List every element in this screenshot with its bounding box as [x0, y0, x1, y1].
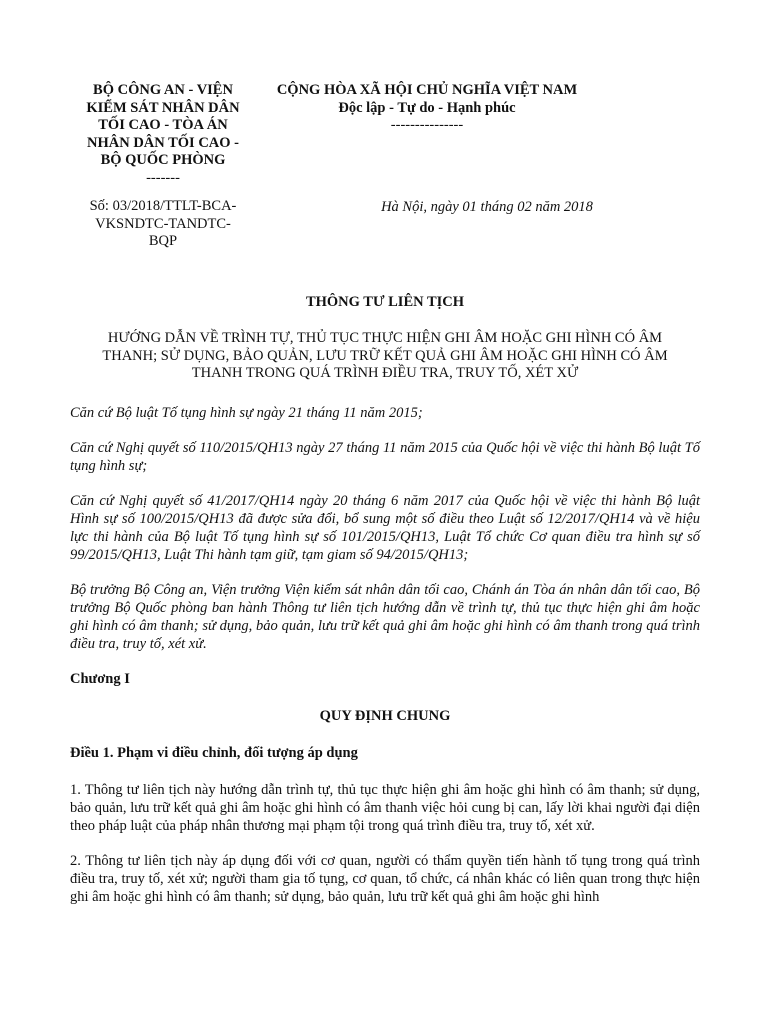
agency-line: KIỂM SÁT NHÂN DÂN: [86, 99, 240, 116]
legal-basis-paragraph: Căn cứ Nghị quyết số 41/2017/QH14 ngày 20 tháng 6 năm 2017 của Quốc hội về việc thi hành Bộ luật Hình sự số 100/2015/QH13 đã được sửa đổi, bổ sung một số điều theo Luật số 12/2017/QH14 và về hiệu lực thi hành của Bộ luật Tố tụng hình sự số 101/2015/QH13, Luật Tổ chức Cơ quan điều tra hình sự số 99/2015/QH13, Luật Thi hành tạm giữ, tạm giam số 94/2015/QH13;: [70, 493, 700, 563]
chapter-heading: Chương I: [70, 671, 130, 687]
issue-date: Hà Nội, ngày 01 tháng 02 năm 2018: [381, 199, 593, 215]
document-number: [66, 198, 260, 251]
agency-line: TỐI CAO - TÒA ÁN: [98, 117, 228, 133]
document-subject: [70, 330, 700, 383]
document-type: THÔNG TƯ LIÊN TỊCH: [305, 294, 465, 310]
legal-basis-paragraph: Bộ trưởng Bộ Công an, Viện trưởng Viện kiểm sát nhân dân tối cao, Chánh án Tòa án nhân dân tối cao, Bộ trưởng Bộ Quốc phòng ban hành Thông tư liên tịch hướng dẫn về trình tự, thủ tục thực hiện ghi âm hoặc ghi hình có âm thanh; sử dụng, bảo quản, lưu trữ kết quả ghi âm hoặc ghi hình có âm thanh trong quá trình điều tra, truy tố, xét xử.: [70, 582, 700, 652]
clause-paragraph: 2. Thông tư liên tịch này áp dụng đối với cơ quan, người có thẩm quyền tiến hành tố tụng trong quá trình điều tra, truy tố, xét xử; người tham gia tố tụng, cơ quan, tổ chức, cá nhân khác có liên quan trong thực hiện ghi âm hoặc ghi hình có âm thanh; sử dụng, bảo quản, lưu trữ kết quả ghi âm hoặc ghi hình: [70, 853, 700, 905]
agency-separator: -------: [146, 169, 180, 186]
national-header: [262, 82, 592, 135]
agency-line: NHÂN DÂN TỐI CAO -: [87, 134, 239, 151]
nation-title: CỘNG HÒA XÃ HỘI CHỦ NGHĨA VIỆT NAM: [276, 82, 578, 98]
motto-separator: ---------------: [390, 117, 464, 133]
agency-line: BỘ CÔNG AN - VIỆN: [93, 82, 233, 98]
chapter-title: QUY ĐỊNH CHUNG: [319, 708, 451, 724]
national-motto: Độc lập - Tự do - Hạnh phúc: [338, 99, 516, 116]
legal-basis-paragraph: Căn cứ Bộ luật Tố tụng hình sự ngày 21 tháng 11 năm 2015;: [70, 405, 423, 421]
agency-line: BỘ QUỐC PHÒNG: [100, 152, 226, 168]
subject-line: HƯỚNG DẪN VỀ TRÌNH TỰ, THỦ TỤC THỰC HIỆN GHI ÂM HOẶC GHI HÌNH CÓ ÂM: [107, 330, 663, 346]
document-number-line: VKSNDTC-TANDTC-: [95, 215, 231, 232]
document-number-line: Số: 03/2018/TTLT-BCA-: [89, 198, 237, 214]
subject-line: THANH TRONG QUÁ TRÌNH ĐIỀU TRA, TRUY TỐ, XÉT XỬ: [191, 365, 579, 381]
document-number-line: BQP: [148, 233, 178, 249]
document-body: [70, 404, 700, 923]
article-heading: Điều 1. Phạm vi điều chỉnh, đối tượng áp dụng: [70, 745, 358, 761]
clause-paragraph: 1. Thông tư liên tịch này hướng dẫn trình tự, thủ tục thực hiện ghi âm hoặc ghi hình có âm thanh; sử dụng, bảo quản, lưu trữ kết quả ghi âm hoặc ghi hình có âm thanh việc hỏi cung bị can, lấy lời khai người đại diện theo pháp luật của pháp nhân thương mại phạm tội trong quá trình điều tra, truy tố, xét xử.: [70, 782, 700, 834]
legal-basis-paragraph: Căn cứ Nghị quyết số 110/2015/QH13 ngày 27 tháng 11 năm 2015 của Quốc hội về việc thi hành Bộ luật Tố tụng hình sự;: [70, 440, 700, 474]
subject-line: THANH; SỬ DỤNG, BẢO QUẢN, LƯU TRỮ KẾT QUẢ GHI ÂM HOẶC GHI HÌNH CÓ ÂM: [102, 347, 668, 364]
issuing-agencies: [66, 82, 260, 187]
